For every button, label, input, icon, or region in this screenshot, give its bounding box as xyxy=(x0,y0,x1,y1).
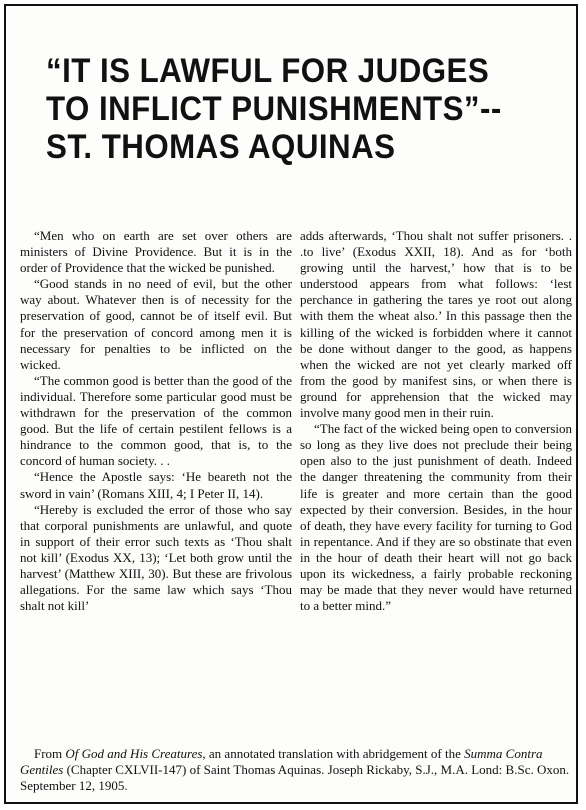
left-column xyxy=(20,228,292,750)
paragraph: “Hence the Apostle says: ‘He beareth not the sword in vain’ (Romans XIII, 4; I Peter II, 14). xyxy=(20,469,292,501)
paragraph: adds afterwards, ‘Thou shalt not suffer prisoners. . .to live’ (Exodus XXII, 18). And as for ‘both growing until the harvest,’ how that is to be understood appears from what follows: ‘lest perchance in gathering the tares ye root out along with them the wheat also.’ In this passage then the killing of the wicked is forbidden where it cannot be done without danger to the good, as happens when the wicked are not yet clearly marked off from the good by manifest sins, or when there is ground for apprehension that the wicked may involve many good men in their ruin. xyxy=(300,228,572,421)
citation-suffix: (Chapter CXLVII-147) of Saint Thomas Aquinas. Joseph Rickaby, S.J., M.A. Lond: B.Sc. Oxon. September 12, 1905. xyxy=(20,762,570,793)
book-title: Of God and His Creatures xyxy=(65,746,203,761)
paragraph: “The common good is better than the good of the individual. Therefore some particular good must be withdrawn for the preservation of the common good. But the life of certain pestilent fellows is a hindrance to the common good, that is, to the concord of human society. . . xyxy=(20,372,292,469)
paragraph: “Good stands in no need of evil, but the other way about. Whatever then is of necessity for the preservation of good, cannot be of itself evil. But for the preservation of concord among men it is necessary for penalties to be inflicted on the wicked. xyxy=(20,276,292,372)
paragraph: “Hereby is excluded the error of those who say that corporal punishments are unlawful, and quote in support of their error such texts as ‘Thou shalt not kill’ (Exodus XX, 13); ‘Let both grow until the harvest’ (Matthew XIII, 30). But these are frivolous allegations. For the same law which says ‘Thou shalt not kill’ xyxy=(20,501,292,614)
citation-prefix: From xyxy=(34,746,66,761)
summa-title: Summa Contra Gentiles xyxy=(20,746,543,777)
headline xyxy=(46,52,524,166)
paragraph: “The fact of the wicked being open to conversion so long as they live does not preclude their being open also to the just punishment of death. Indeed the danger threatening the community from their life is greater and more certain than the good expected by their conversion. Besides, in the hour of death, they have every facility for turning to God in repentance. And if they are so obstinate that even in the hour of death their heart will not go back upon its wickedness, a fairly probable reckoning may be made that they never would have returned to a better mind.” xyxy=(300,421,572,614)
paragraph: “Men who on earth are set over others are ministers of Divine Providence. But it is in the order of Providence that the wicked be punished. xyxy=(20,228,292,276)
headline-line-3: ST. THOMAS AQUINAS xyxy=(46,128,396,166)
source-citation xyxy=(20,746,572,794)
citation-middle: , an annotated translation with abridgement of the xyxy=(202,746,465,761)
headline-line-1: “IT IS LAWFUL FOR JUDGES xyxy=(46,52,490,90)
right-column xyxy=(300,228,572,750)
article-body xyxy=(20,228,572,750)
headline-line-2: TO INFLICT PUNISHMENTS”-- xyxy=(46,90,502,128)
